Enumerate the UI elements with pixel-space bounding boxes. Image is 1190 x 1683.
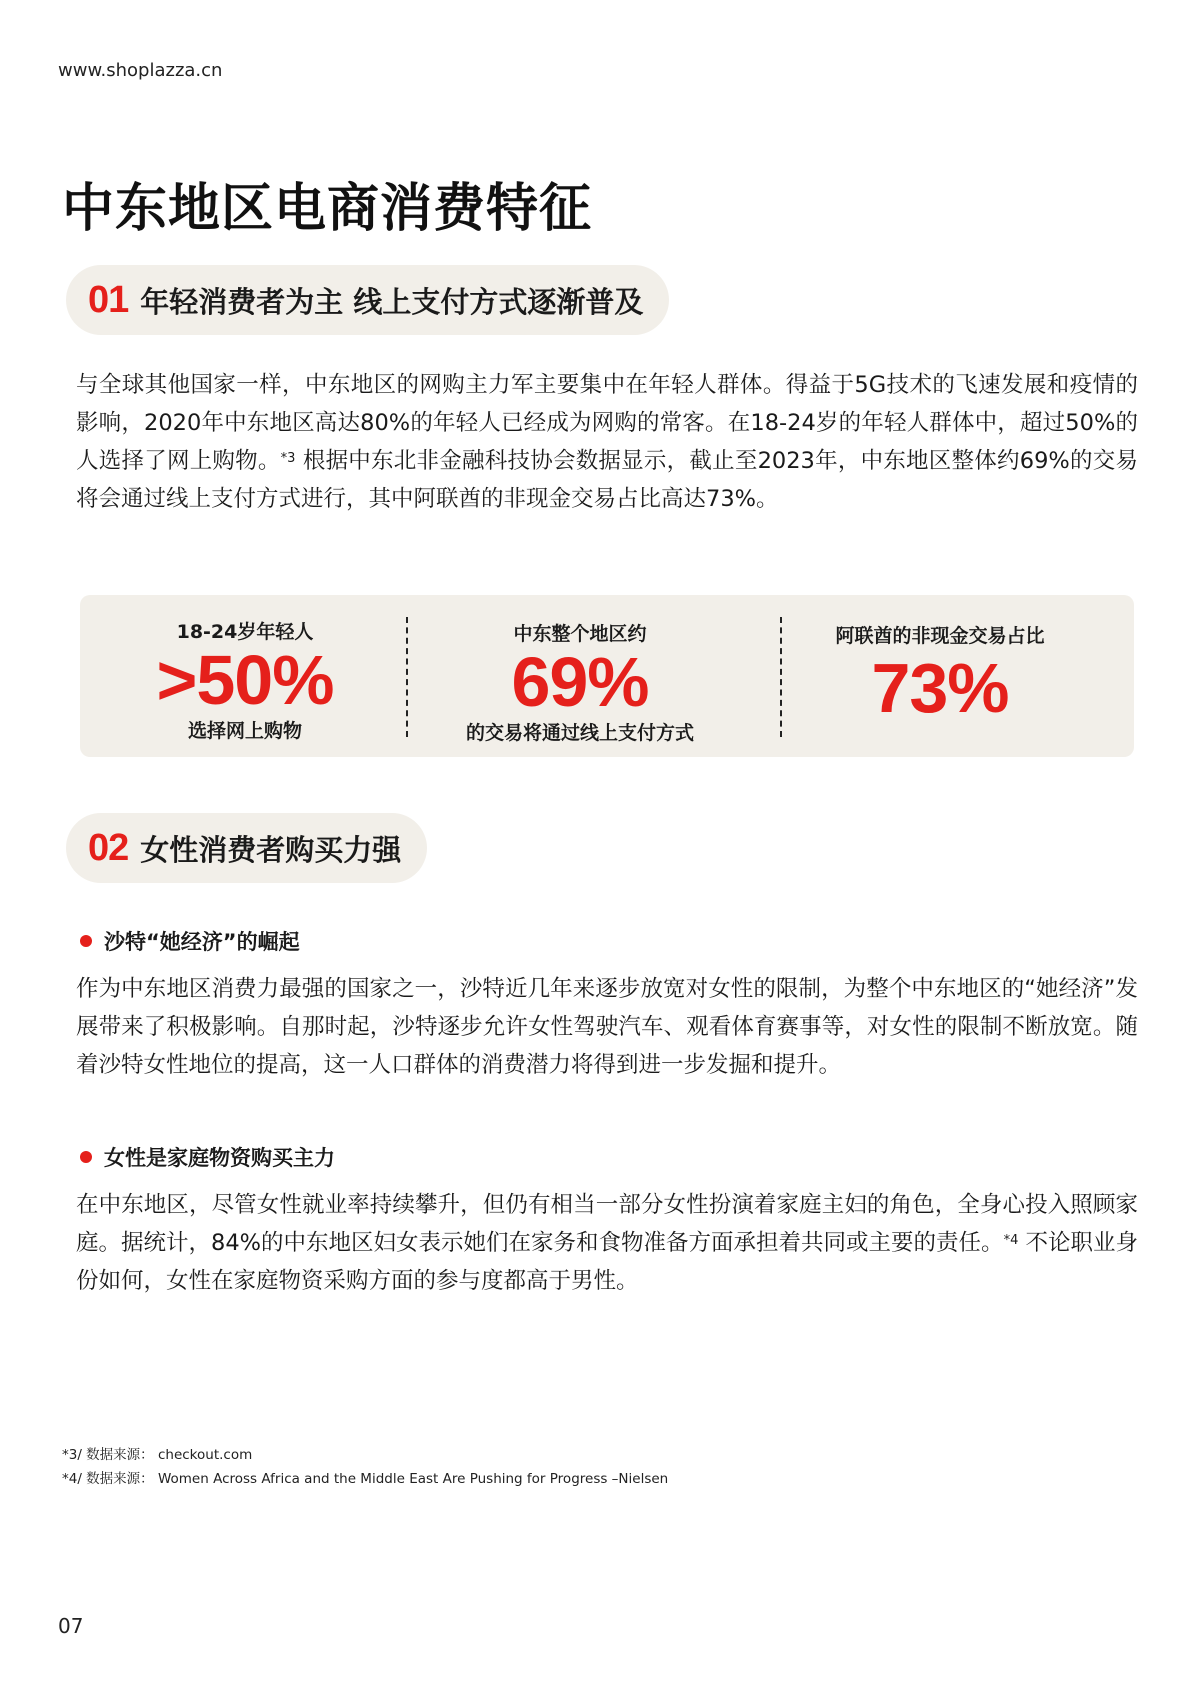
stat-caption-bottom: 的交易将通过线上支付方式 xyxy=(465,722,694,744)
stat-online-payment xyxy=(420,595,740,757)
page-title: 中东地区电商消费特征 xyxy=(62,179,593,239)
stat-caption-top: 阿联酋的非现金交易占比 xyxy=(835,625,1045,647)
site-url[interactable]: www.shoplazza.cn xyxy=(58,60,223,81)
paragraph-text: 不论职业身份如何，女性在家庭物资采购方面的参与度都高于男性。 xyxy=(76,1230,1139,1294)
stats-panel xyxy=(80,595,1134,757)
subsection-heading xyxy=(80,1142,335,1172)
section-title: 年轻消费者为主 线上支付方式逐渐普及 xyxy=(140,284,644,319)
section-title: 女性消费者购买力强 xyxy=(140,832,402,867)
bullet-dot-icon xyxy=(80,935,92,947)
paragraph-text: 与全球其他国家一样，中东地区的网购主力军主要集中在年轻人群体。得益于5G技术的飞速发展和疫情的影响，2020年中东地区高达80%的年轻人已经成为网购的常客。在18-24岁的年轻人群体中，超过50%的人选择了网上购物。 xyxy=(76,372,1138,474)
stat-caption-top: 中东整个地区约 xyxy=(513,623,647,645)
section-01-header xyxy=(66,265,669,335)
subsection-paragraph: 作为中东地区消费力最强的国家之一，沙特近几年来逐步放宽对女性的限制，为整个中东地区的“她经济”发展带来了积极影响。自那时起，沙特逐步允许女性驾驶汽车、观看体育赛事等，对女性的限制不断放宽。随着沙特女性地位的提高，这一人口群体的消费潜力将得到进一步发掘和提升。 xyxy=(76,976,1138,1078)
footnote: *3/ 数据来源： checkout.com xyxy=(62,1447,253,1463)
stat-uae-cashless xyxy=(790,595,1090,757)
footnote-ref: *3 xyxy=(280,451,296,466)
footnote: *4/ 数据来源： Women Across Africa and the Middle East Are Pushing for Progress –Nielsen xyxy=(62,1471,669,1487)
footnote-ref: *4 xyxy=(1003,1233,1019,1248)
section-number: 02 xyxy=(88,826,129,869)
stat-caption-bottom: 选择网上购物 xyxy=(187,720,302,742)
divider xyxy=(780,617,782,737)
page-number: 07 xyxy=(58,1614,84,1638)
section-number: 01 xyxy=(88,278,129,321)
subsection-paragraph xyxy=(76,1186,1138,1300)
subsection-heading xyxy=(80,926,300,956)
stat-value: 69% xyxy=(511,643,649,721)
bullet-dot-icon xyxy=(80,1151,92,1163)
paragraph-text: 在中东地区，尽管女性就业率持续攀升，但仍有相当一部分女性扮演着家庭主妇的角色，全身心投入照顾家庭。据统计，84%的中东地区妇女表示她们在家务和食物准备方面承担着共同或主要的责任。 xyxy=(76,1192,1138,1256)
subsection-heading-text: 沙特“她经济”的崛起 xyxy=(104,930,300,954)
stat-young-online-shoppers xyxy=(120,595,370,757)
section-02-header xyxy=(66,813,427,883)
stat-value: >50% xyxy=(156,641,334,719)
subsection-heading-text: 女性是家庭物资购买主力 xyxy=(104,1146,335,1170)
paragraph-text: 根据中东北非金融科技协会数据显示，截止至2023年，中东地区整体约69%的交易将会通过线上支付方式进行，其中阿联酋的非现金交易占比高达73%。 xyxy=(76,448,1138,512)
stat-caption-top: 18-24岁年轻人 xyxy=(176,621,314,643)
divider xyxy=(406,617,408,737)
stat-value: 73% xyxy=(871,649,1009,727)
section-01-paragraph xyxy=(76,366,1138,518)
